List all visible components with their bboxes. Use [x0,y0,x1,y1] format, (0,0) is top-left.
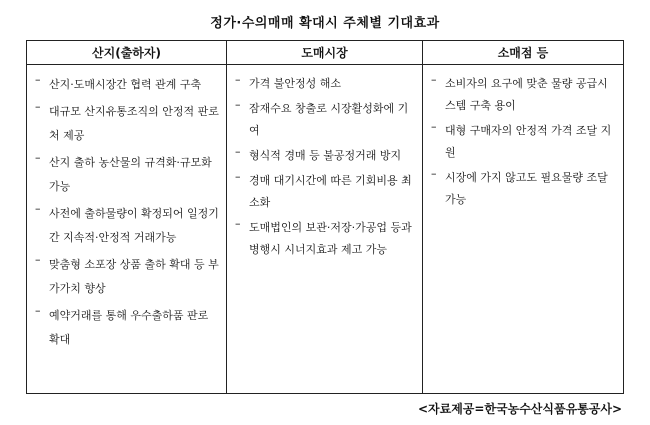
list-item: – 형식적 경매 등 불공정거래 방지 [235,145,402,162]
list-item: – 산지·도매시장간 협력 관계 구축 [35,73,202,91]
list-item: – 대형 구매자의 안정적 가격 조달 지원 [431,120,612,159]
retailer-column [422,65,623,393]
header-producer: 산지(출하자) [27,41,226,65]
list-item: – 산지 출하 농산물의 규격화·규모화 가능 [35,151,212,193]
list-item: – 맞춤형 소포장 상품 출하 확대 등 부가가치 향상 [35,253,219,295]
list-item: – 사전에 출하물량이 확정되어 일정기간 지속적·안정적 거래가능 [35,202,219,244]
expected-effects-table [26,40,624,394]
header-wholesale-market: 도매시장 [226,41,422,65]
list-item: – 소비자의 요구에 맞춘 물량 공급시스템 구축 용이 [431,73,608,112]
list-item: – 시장에 가지 않고도 필요물량 조달 가능 [431,167,608,206]
list-item: – 도매법인의 보관·저장·가공업 등과 병행시 시너지효과 제고 가능 [235,217,412,256]
source-credit: <자료제공=한국농수산식품유통공사> [417,402,622,416]
list-item: – 대규모 산지유통조직의 안정적 판로처 제공 [35,100,219,142]
list-item: – 가격 불안정성 해소 [235,73,342,90]
header-retailer: 소매점 등 [422,41,623,65]
wholesale-market-column [226,65,422,393]
producer-column [27,65,226,393]
document-title: 정가·수의매매 확대시 주체별 기대효과 [210,16,440,31]
list-item: – 경매 대기시간에 따른 기회비용 최소화 [235,170,412,209]
list-item: – 예약거래를 통해 우수출하품 판로 확대 [35,304,209,346]
list-item: – 잠재수요 창출로 시장활성화에 기여 [235,98,409,137]
